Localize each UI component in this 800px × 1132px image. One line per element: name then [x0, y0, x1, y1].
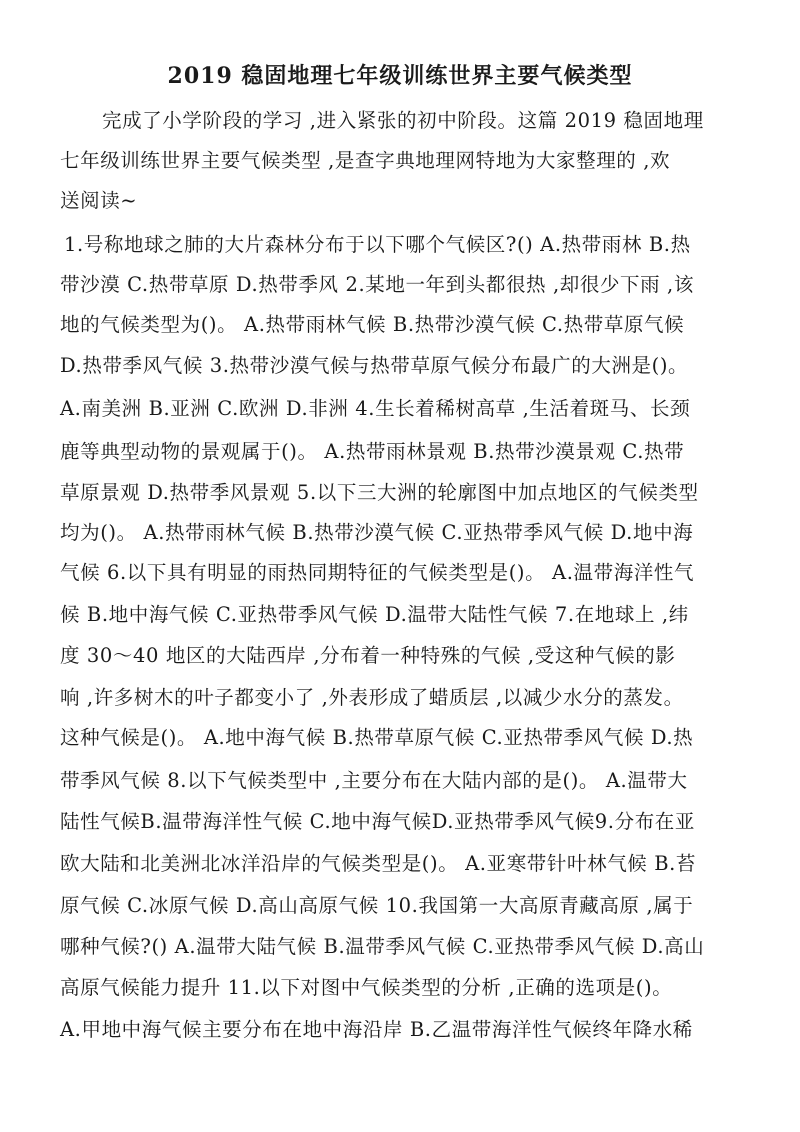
question-line: 陆性气候B.温带海洋性气候 C.地中海气候D.亚热带季风气候9.分布在亚	[60, 810, 695, 833]
question-line: 带沙漠 C.热带草原 D.热带季风 2.某地一年到头都很热 ,却很少下雨 ,该	[60, 273, 694, 296]
question-line: 地的气候类型为()。 A.热带雨林气候 B.热带沙漠气候 C.热带草原气候	[60, 313, 685, 336]
question-line: 度 30～40 地区的大陆西岸 ,分布着一种特殊的气候 ,受这种气候的影	[60, 644, 676, 667]
question-line: 草原景观 D.热带季风景观 5.以下三大洲的轮廓图中加点地区的气候类型	[60, 481, 699, 504]
question-line: A.南美洲 B.亚洲 C.欧洲 D.非洲 4.生长着稀树高草 ,生活着斑马、长颈	[60, 397, 691, 420]
question-line: 鹿等典型动物的景观属于()。 A.热带雨林景观 B.热带沙漠景观 C.热带	[60, 440, 685, 463]
question-line: 候 B.地中海气候 C.亚热带季风气候 D.温带大陆性气候 7.在地球上 ,纬	[60, 603, 689, 626]
question-line: 原气候 C.冰原气候 D.高山高原气候 10.我国第一大高原青藏高原 ,属于	[60, 894, 694, 917]
paragraph-line: 七年级训练世界主要气候类型 ,是查字典地理网特地为大家整理的 ,欢	[60, 149, 671, 172]
question-line: 均为()。 A.热带雨林气候 B.热带沙漠气候 C.亚热带季风气候 D.地中海	[60, 521, 694, 544]
question-line: 1.号称地球之肺的大片森林分布于以下哪个气候区?() A.热带雨林 B.热	[64, 233, 691, 256]
document-title: 2019 稳固地理七年级训练世界主要气候类型	[167, 63, 633, 89]
question-line: 高原气候能力提升 11.以下对图中气候类型的分析 ,正确的选项是()。	[60, 976, 673, 999]
question-line: 这种气候是()。 A.地中海气候 B.热带草原气候 C.亚热带季风气候 D.热	[60, 726, 694, 749]
question-line: 响 ,许多树木的叶子都变小了 ,外表形成了蜡质层 ,以减少水分的蒸发。	[60, 686, 684, 709]
question-line: 气候 6.以下具有明显的雨热同期特征的气候类型是()。 A.温带海洋性气	[60, 561, 695, 584]
question-line: 哪种气候?() A.温带大陆气候 B.温带季风气候 C.亚热带季风气候 D.高山	[60, 935, 705, 958]
question-line: 欧大陆和北美洲北冰洋沿岸的气候类型是()。 A.亚寒带针叶林气候 B.苔	[60, 852, 697, 875]
paragraph-line: 完成了小学阶段的学习 ,进入紧张的初中阶段。这篇 2019 稳固地理	[102, 109, 704, 132]
question-line: A.甲地中海气候主要分布在地中海沿岸 B.乙温带海洋性气候终年降水稀	[60, 1018, 693, 1041]
question-line: 带季风气候 8.以下气候类型中 ,主要分布在大陆内部的是()。 A.温带大	[60, 769, 688, 792]
question-line: D.热带季风气候 3.热带沙漠气候与热带草原气候分布最广的大洲是()。	[60, 354, 689, 377]
paragraph-line: 送阅读~	[60, 189, 138, 212]
